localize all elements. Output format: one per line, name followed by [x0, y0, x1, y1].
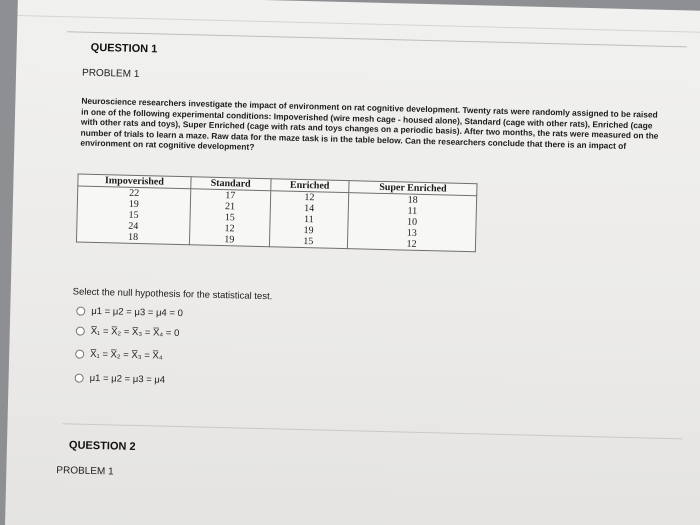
table-cell: 19: [77, 198, 190, 212]
table-cell: 18: [76, 231, 189, 245]
radio-button[interactable]: [75, 350, 84, 359]
answer-option-2[interactable]: [76, 326, 180, 340]
table-cell: 19: [269, 224, 348, 237]
answer-option-1[interactable]: [76, 306, 183, 320]
maze-data-table: [76, 174, 478, 253]
table-cell: 17: [190, 189, 270, 202]
table-cell: 11: [348, 204, 476, 218]
table-cell: 10: [348, 215, 476, 229]
quiz-page: [5, 0, 700, 525]
answer-prompt: Select the null hypothesis for the statistical test.: [72, 286, 273, 303]
radio-button[interactable]: [75, 373, 84, 382]
top-bar: [17, 0, 700, 33]
table-cell: 12: [190, 222, 270, 235]
answer-option-3[interactable]: [75, 349, 163, 362]
question-2-title: QUESTION 2: [68, 439, 136, 454]
question-1-problem-label: PROBLEM 1: [81, 67, 140, 80]
radio-button[interactable]: [76, 307, 85, 316]
table-header: Impoverished: [78, 174, 191, 189]
table-cell: 13: [348, 226, 476, 240]
answer-option-label: X̅₁ = X̅₂ = X̅₃ = X̅₄: [90, 348, 163, 362]
table-cell: 24: [77, 220, 190, 234]
table-header: Super Enriched: [349, 181, 477, 196]
radio-button[interactable]: [76, 327, 85, 336]
table-cell: 12: [347, 237, 475, 252]
question-1-title: QUESTION 1: [90, 41, 158, 56]
table-cell: 15: [77, 209, 190, 223]
table-cell: 21: [190, 200, 270, 213]
question-divider: [67, 31, 687, 47]
answer-option-label: X̅₁ = X̅₂ = X̅₃ = X̅₄ = 0: [90, 325, 180, 340]
answer-option-label: μ1 = μ2 = μ3 = μ4: [89, 372, 166, 386]
table-cell: 19: [189, 233, 269, 246]
question-2-panel: [60, 423, 683, 525]
table-cell: 11: [269, 213, 348, 226]
answer-option-4[interactable]: [75, 373, 166, 386]
question-1-text: Neuroscience researchers investigate the impact of environment on rat cognitive development. Twenty rats were randomly assigned to be raised in one of the following experimental conditions: Impoverished (wire mesh cage - housed alone), Standard (cage with other rats), Enriched (cage with other rats and toys), Super Enriched (cage with rats and toys changes on a periodic basis). After two months, the rats were measured on the number of trials to learn a maze. Raw data for the maze task is in the table below. Can the researchers conclude that there is an impact of environment on rat cognitive development?: [80, 95, 659, 153]
table-cell: 18: [349, 193, 477, 208]
table-cell: 22: [78, 186, 191, 200]
table-cell: 14: [270, 202, 349, 215]
table-header: Enriched: [270, 179, 349, 193]
table-cell: 12: [270, 191, 349, 204]
table-cell: 15: [269, 235, 348, 248]
table-header: Standard: [191, 177, 271, 191]
table-cell: 15: [190, 211, 270, 224]
question-2-problem-label: PROBLEM 1: [56, 465, 114, 478]
answer-option-label: μ1 = μ2 = μ3 = μ4 = 0: [91, 305, 183, 320]
